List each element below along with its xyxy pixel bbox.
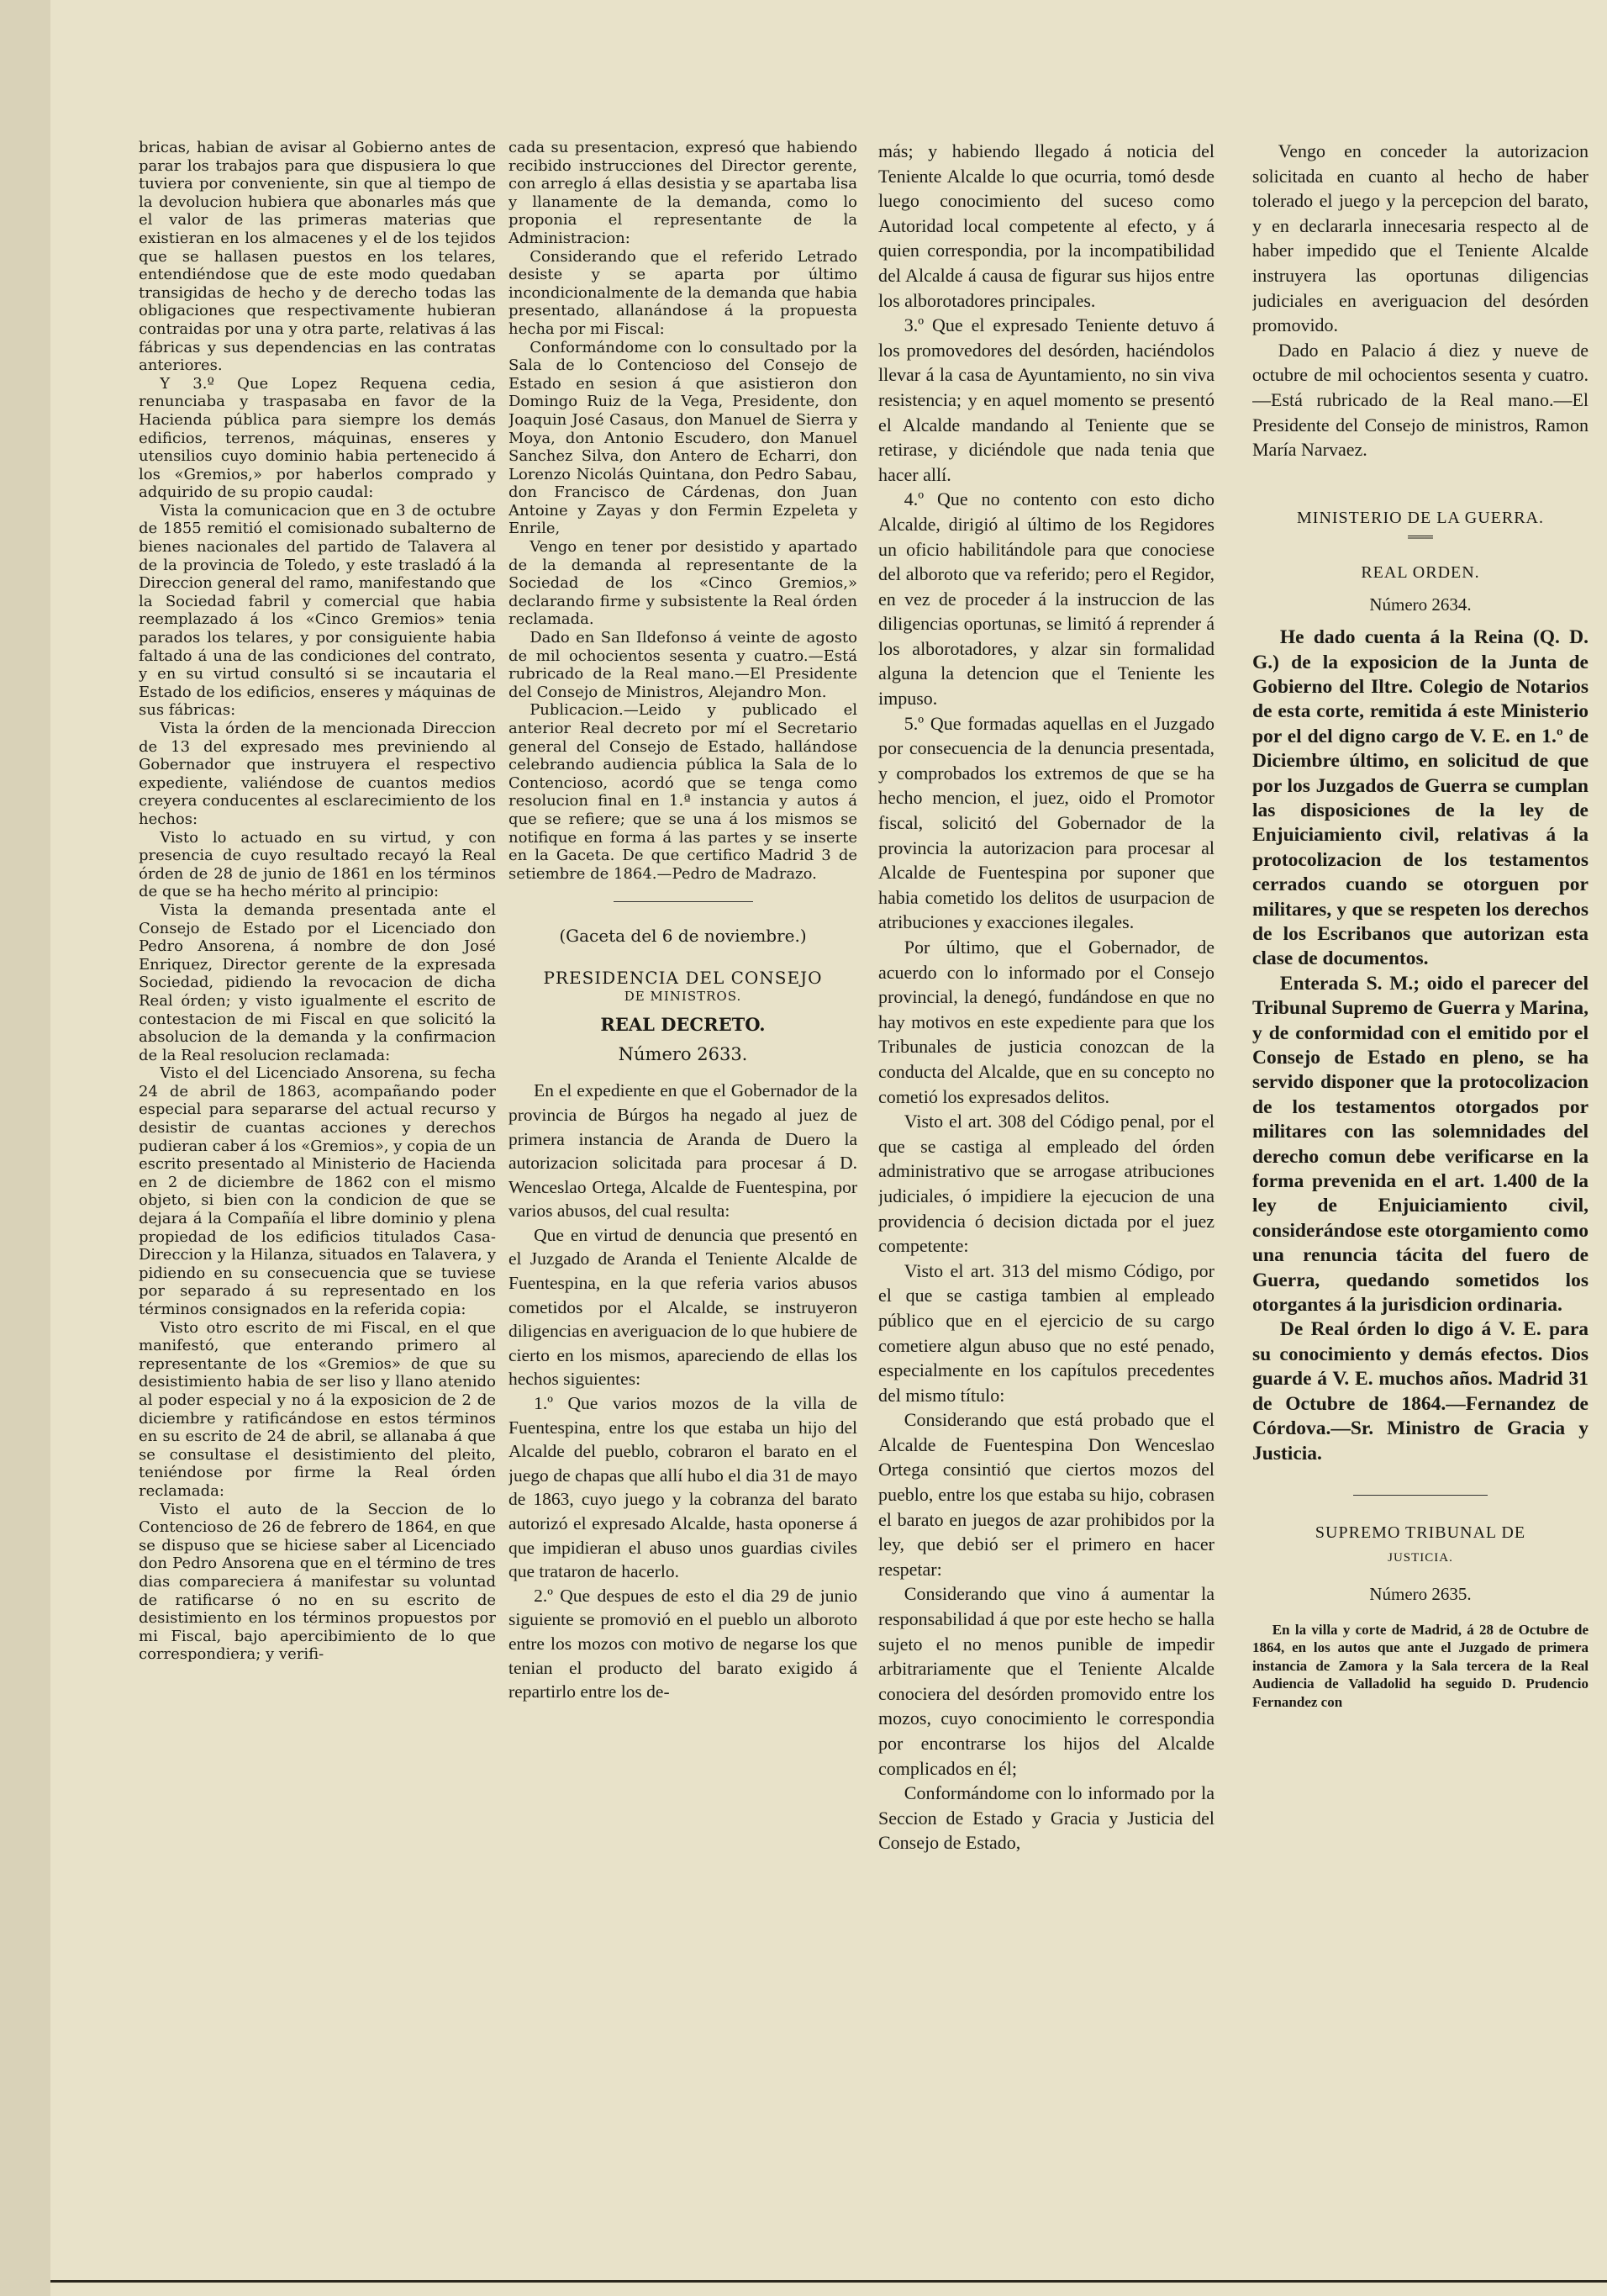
real-orden-body: [1252, 625, 1589, 1466]
column-1: [139, 139, 496, 1664]
paragraph: Vista la comunicacion que en 3 de octubre de 1855 remitió el comisionado subalterno de bienes nacionales del partido de Talavera al de la provincia de Toledo, y este trasladó á la Direccion general del ramo, manifestando que la Sociedad fabril y comercial que habia reemplazado á los «Cinco Gremios» tenia parados los telares, y por consiguiente habia faltado á una de las condiciones del contrato, y en su virtud consultó si se incautaria el Estado de los edificios, enseres y máquinas de sus fábricas:: [139, 501, 496, 720]
paragraph: Dado en San Ildefonso á veinte de agosto de mil ochocientos sesenta y cuatro.—Está rubricado de la Real mano.—El Presidente del Consejo de Ministros, Alejandro Mon.: [508, 629, 857, 701]
paragraph: Conformándome con lo informado por la Seccion de Estado y Gracia y Justicia del Consejo de Estado,: [878, 1782, 1214, 1854]
paragraph: En la villa y corte de Madrid, á 28 de Octubre de 1864, en los autos que ante el Juzgado de primera instancia de Zamora y la Sala tercera de la Real Audiencia de Valladolid ha seguido D. Prudencio Fernandez con: [1252, 1621, 1589, 1710]
paragraph: 4.º Que no contento con esto dicho Alcalde, dirigió al último de los Regidores un oficio habilitándole para que conociese del alboroto que va referido; pero el Regidor, en vez de proceder á la instruccion de las diligencias oportunas, se limitó á reprender á los alborotadores, y alzar sin formalidad alguna la detencion que el Teniente les impuso.: [878, 488, 1214, 710]
paragraph: En el expediente en que el Gobernador de la provincia de Búrgos ha negado al juez de primera instancia de Aranda de Duero la autorizacion solicitada para procesar á D. Wenceslao Ortega, Alcalde de Fuentespina, por varios abusos, del cual resulta:: [508, 1080, 857, 1222]
ornament-rule: ═══: [1408, 531, 1433, 545]
paragraph: cada su presentacion, expresó que habiendo recibido instrucciones del Director gerente, con arreglo á ellas desistia y se apartaba lisa y llanamente de la demanda, como lo proponia el representante de la Administracion:: [508, 139, 857, 247]
gazette-page: [50, 0, 1607, 2296]
paragraph: Considerando que está probado que el Alcalde de Fuentespina Don Wenceslao Ortega consintió que ciertos mozos del pueblo, entre los que estaba su hijo, cobrasen el barato en juegos de azar prohibidos por la ley, que debió ser el primero en hacer respetar:: [878, 1409, 1214, 1580]
section-subtitle: DE MINISTROS.: [624, 988, 742, 1004]
paragraph: He dado cuenta á la Reina (Q. D. G.) de la exposicion de la Junta de Gobierno del Iltre. Colegio de Notarios de esta corte, remitida á este Ministerio por el del digno cargo de V. E. en 1.º de Diciembre último, en solicitud de que por los Juzgados de Guerra se cumplan las disposiciones de la ley de Enjuiciamiento civil, relativas á la protocolizacion de los testamentos cerrados cuando se otorguen por militares, y que se respeten los derechos de los Escribanos que autorizan esta clase de documentos.: [1252, 626, 1589, 970]
numero-2634: Número 2634.: [1369, 594, 1472, 615]
column-4: [1252, 139, 1589, 1711]
section-title-ministerio: MINISTERIO DE LA GUERRA.: [1297, 508, 1544, 527]
spacer: [508, 946, 857, 958]
column-3: [878, 139, 1214, 1855]
paragraph: Vengo en conceder la autorizacion solicitada en cuanto al hecho de haber tolerado el juego y la percepcion del barato, y en declararla innecesaria respecto al de haber impedido que el Teniente Alcalde instruyera las oportunas diligencias judiciales en averiguacion del desórden promovido.: [1252, 140, 1589, 336]
real-orden-heading: REAL ORDEN.: [1361, 562, 1480, 582]
paragraph: Vista la órden de la mencionada Direccion de 13 del expresado mes previniendo al Gobernador que instruyera el respectivo expediente, valiéndose de cuantos medios creyera conducentes al esclarecimiento de los hechos:: [139, 720, 496, 828]
paragraph: 3.º Que el expresado Teniente detuvo á los promovedores del desórden, haciéndolos llevar á la casa de Ayuntamiento, no sin viva resistencia; y en aquel momento se presentó el Alcalde mandando al Teniente que se retirase, y diciéndole que nada tenia que hacer allí.: [878, 314, 1214, 485]
paragraph: Conformándome con lo consultado por la Sala de lo Contencioso del Consejo de Estado en sesion á que asistieron don Domingo Ruiz de la Vega, Presidente, don Joaquin José Casaus, don Manuel de Sierra y Moya, don Antonio Escudero, don Manuel Sanchez Silva, don Antero de Echarri, don Lorenzo Nicolás Quintana, don Pedro Sabau, don Francisco de Cárdenas, don Juan Antoine y Zayas y don Fermin Ezpeleta y Enrile,: [508, 338, 857, 538]
paragraph: Dado en Palacio á diez y nueve de octubre de mil ochocientos sesenta y cuatro.—Está rubricado de la Real mano.—El Presidente del Consejo de ministros, Ramon María Narvaez.: [1252, 339, 1589, 461]
gaceta-citation: (Gaceta del 6 de noviembre.): [559, 926, 807, 947]
paragraph: 5.º Que formadas aquellas en el Juzgado por consecuencia de la denuncia presentada, y comprobados los extremos de que se ha hecho mencion, el juez, oido el Promotor fiscal, solicitó del Gobernador de la provincia la autorizacion para procesar al Alcalde de Fuentespina por suponer que habia cometido los delitos de usurpacion de atribuciones y exacciones ilegales.: [878, 712, 1214, 933]
paragraph: 2.º Que despues de esto el dia 29 de junio siguiente se promovió en el pueblo un alboroto entre los mozos con motivo de negarse los que tenian el producto del barato exigido á repartirlo entre los de-: [508, 1585, 857, 1702]
divider: [614, 901, 753, 902]
paragraph: Enterada S. M.; oido el parecer del Tribunal Supremo de Guerra y Marina, y de conformidad con el emitido por el Consejo de Estado en pleno, se ha servido disponer que la protocolizacion de los testamentos otorgados por militares con las solemnidades del derecho comun debe verificarse en la forma prevenida en el art. 1.400 de la ley de Enjuiciamiento civil, considerándose este otorgamiento como una renuncia tácita del fuero de Guerra, quedando sometidos los otorgantes á la jurisdicion ordinaria.: [1252, 972, 1589, 1317]
section-title-supremo: SUPREMO TRIBUNAL DE: [1315, 1523, 1526, 1542]
paragraph: Que en virtud de denuncia que presentó en el Juzgado de Aranda el Teniente Alcalde de Fuentespina, en la que referia varios abusos cometidos por el Alcalde, se instruyeron diligencias en averiguacion de lo que hubiere de cierto en los mismos, apareciendo de ellas los hechos siguientes:: [508, 1224, 857, 1390]
paragraph: Por último, que el Gobernador, de acuerdo con lo informado por el Consejo provincial, la denegó, fundándose en que no hay motivos en este expediente para que los Tribunales de justicia conozcan de la conducta del Alcalde, que en su concepto no cometió los expresados delitos.: [878, 937, 1214, 1107]
page-bottom-rule: [50, 2280, 1607, 2283]
section-subtitle: JUSTICIA.: [1388, 1550, 1453, 1565]
paragraph: Y 3.º Que Lopez Requena cedia, renunciaba y traspasaba en favor de la Hacienda pública para siempre los demás edificios, terrenos, máquinas, enseres y utensilios cuyo dominio habia pertenecido á los «Gremios,» por haberlos comprado y adquirido de su propio caudal:: [139, 374, 496, 502]
paragraph: Vista la demanda presentada ante el Consejo de Estado por el Licenciado don Pedro Ansorena, á nombre de don José Enriquez, Director gerente de la expresada Sociedad, pidiendo la revocacion de dicha Real órden; y visto igualmente el escrito de contestacion de mi Fiscal en que solicitó la absolucion de la demanda y la confirmacion de la Real resolucion reclamada:: [139, 900, 496, 1064]
paragraph: Considerando que vino á aumentar la responsabilidad á que por este hecho se halla sujeto el no menos punible de impedir arbitrariamente que el Teniente Alcalde conociera del desórden promovido entre los mozos, cuyo conocimiento le correspondia por encontrarse los hijos del Alcalde complicados en él;: [878, 1583, 1214, 1779]
paragraph: Visto el auto de la Seccion de lo Contencioso de 26 de febrero de 1864, en que se dispuso que se hiciese saber al Licenciado don Pedro Ansorena que en el término de tres dias compareciera á manifestar su voluntad de ratificarse ó no en su escrito de desistimiento en los términos propuestos por mi Fiscal, bajo apercibimiento de lo que correspondiera; y verifi-: [139, 1500, 496, 1664]
paragraph: Visto el del Licenciado Ansorena, su fecha 24 de abril de 1863, acompañando poder especial para separarse del actual recurso y desistir de cuantas acciones y derechos pudieran caber á los «Gremios», y copia de un escrito presentado al Ministerio de Hacienda en 2 de diciembre de 1862 con el mismo objeto, si bien con la condicion de que se dejara á la Compañía el libre dominio y plena propiedad de los edificios titulados Casa-Direccion y la Hilanza, situados en Talavera, y pidiendo en su consecuencia que se tuviese por separado á su representado en los términos consignados en la referida copia:: [139, 1064, 496, 1318]
real-decreto-heading: REAL DECRETO.: [600, 1014, 766, 1036]
supremo-body: [1252, 1621, 1589, 1712]
spacer: [1252, 474, 1589, 486]
paragraph: Visto el art. 308 del Código penal, por el que se castiga al empleado del órden administrativo que se arrogase atribuciones judiciales, ó impidiere la ejecucion de una providencia ó decision dictada por el juez competente:: [878, 1111, 1214, 1257]
paragraph: De Real órden lo digo á V. E. para su conocimiento y demás efectos. Dios guarde á V. E. muchos años. Madrid 31 de Octubre de 1864.—Fernandez de Córdova.—Sr. Ministro de Gracia y Justicia.: [1252, 1318, 1589, 1465]
paragraph: 1.º Que varios mozos de la villa de Fuentespina, entre los que estaba un hijo del Alcalde del pueblo, cobraron el barato en el juego de chapas que allí hubo el dia 31 de mayo de 1863, cuyo juego y la cobranza del barato autorizó el expresado Alcalde, hasta oponerse á que impidieran el abuso unos guardias civiles que trataron de hacerlo.: [508, 1393, 857, 1582]
paragraph: más; y habiendo llegado á noticia del Teniente Alcalde lo que ocurria, tomó desde luego conocimiento del suceso como Autoridad local competente al efecto, y á quien correspondia, por la incompatibilidad del Alcalde á causa de figurar sus hijos entre los alborotadores principales.: [878, 140, 1214, 311]
numero-2635: Número 2635.: [1369, 1584, 1472, 1605]
paragraph: Visto el art. 313 del mismo Código, por el que se castiga tambien al empleado público que en el ejercicio de su cargo cometiere algun abuso que no esté penado, especialmente en los capítulos precedentes del mismo título:: [878, 1259, 1214, 1406]
spacer: [1252, 462, 1589, 474]
paragraph: bricas, habian de avisar al Gobierno antes de parar los trabajos para que dispusiera lo que tuviera por conveniente, sin que al tiempo de la devolucion hubiera que abonarles más que el valor de las primeras materias que existieran en los almacenes y el de los tejidos que se hallasen puestos en los telares, entendiéndose que de este modo quedaban transigidas de hecho y de derecho todas las obligaciones que respectivamente hubieran contraidas por una y otra parte, relativas á las fábricas y sus dependencias en las contratas anteriores.: [139, 139, 496, 375]
column-2: [508, 139, 857, 1704]
paragraph: Visto otro escrito de mi Fiscal, en el que manifestó, que enterando primero al representante de los «Gremios» de que su desistimiento habia de ser liso y llano atenido al poder especial y no á la exposicion de 2 de diciembre y ratificándose en estos términos en su escrito de 24 de abril, se allanaba á que se consultase el desistimiento del pleito, teniéndose por firme la Real órden reclamada:: [139, 1318, 496, 1500]
decreto-body: [508, 1079, 857, 1703]
paragraph: Considerando que el referido Letrado desiste y se aparta por último incondicionalmente de la demanda que habia presentado, allanándose á la propuesta hecha por mi Fiscal:: [508, 247, 857, 338]
paragraph: Publicacion.—Leido y publicado el anterior Real decreto por mí el Secretario general del Consejo de Estado, hallándose celebrando audiencia pública la Sala de lo Contencioso, acordó que se tenga como resolucion final en 1.ª instancia y autos á que se refiere; que se una á los mismos se notifique en forma á las partes y se inserte en la Gaceta. De que certifico Madrid 3 de setiembre de 1864.—Pedro de Madrazo.: [508, 701, 857, 883]
numero-2633: Número 2633.: [618, 1043, 748, 1064]
paragraph: Visto lo actuado en su virtud, y con presencia de cuyo resultado recayó la Real órden de 28 de junio de 1861 en los términos de que se ha hecho mérito al principio:: [139, 828, 496, 901]
paragraph: Vengo en tener por desistido y apartado de la demanda al representante de la Sociedad de los «Cinco Gremios,» declarando firme y subsistente la Real órden reclamada.: [508, 538, 857, 629]
section-title-presidencia: PRESIDENCIA DEL CONSEJO: [543, 967, 823, 988]
divider: [1353, 1495, 1488, 1496]
